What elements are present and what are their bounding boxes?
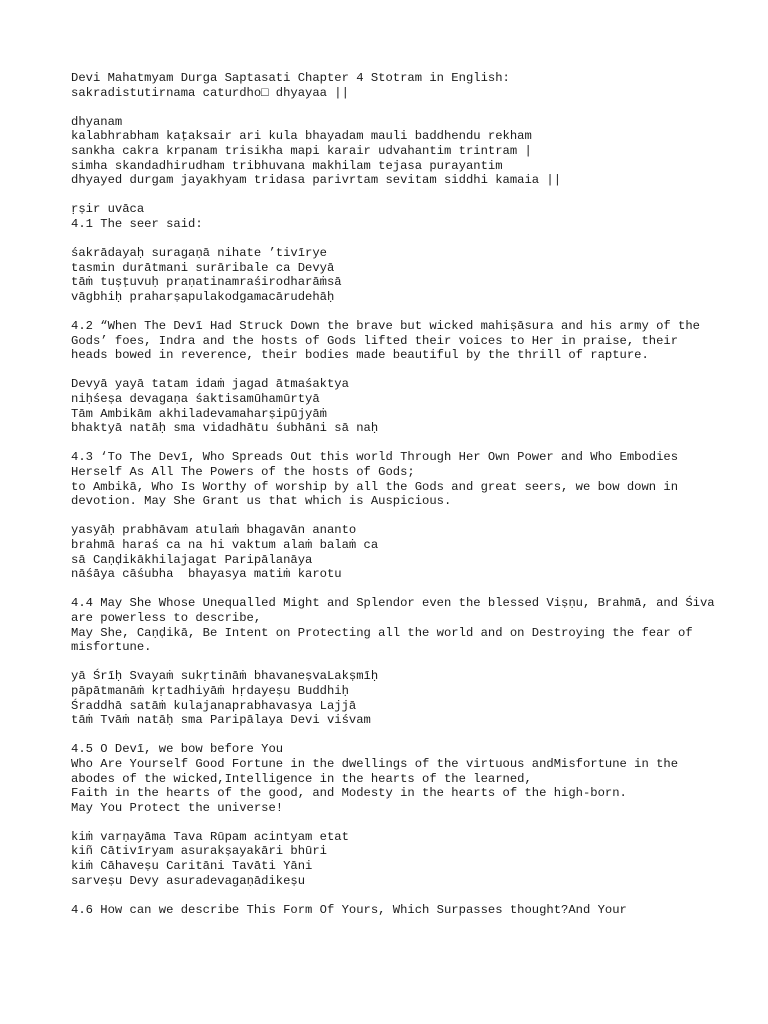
translation-paragraph: 4.3 ‘To The Devī, Who Spreads Out this world Through Her Own Power and Who Embodies Herself As All The Powers of the hosts of Gods; xyxy=(71,450,686,480)
seer-heading-block xyxy=(71,202,721,231)
translation-paragraph: to Ambikā, Who Is Worthy of worship by all the Gods and great seers, we bow down in devotion. May She Grant us that which is Auspicious. xyxy=(71,479,686,509)
verse-line: bhaktyā natāḥ sma vidadhātu śubhāni sā naḥ xyxy=(71,421,379,436)
translation-line: 4.1 The seer said: xyxy=(71,216,203,231)
verse-line: tāṁ Tvāṁ natāḥ sma Paripālaya Devi viśvam xyxy=(71,713,371,728)
verse-line: tāṁ tuṣṭuvuḥ praṇatinamraśirodharāṁsā xyxy=(71,275,342,290)
verse-line: kiṁ varṇayāma Tava Rūpam acintyam etat xyxy=(71,829,349,844)
verse-line: sā Caṇḍikākhilajagat Paripālanāya xyxy=(71,552,313,567)
translation-paragraph: Who Are Yourself Good Fortune in the dwellings of the virtuous andMisfortune in the abodes of the wicked,Intelligence in the hearts of the learned, xyxy=(71,756,686,786)
verse-line: brahmā haraś ca na hi vaktum alaṁ balaṁ ca xyxy=(71,538,379,552)
verse-heading: ṛṣir uvāca xyxy=(71,202,145,217)
document-body xyxy=(71,71,721,932)
translation-paragraph: May You Protect the universe! xyxy=(71,800,284,815)
translation-4-5 xyxy=(71,742,721,815)
verse-line: simha skandadhirudham tribhuvana makhilam tejasa purayantim xyxy=(71,158,503,173)
verse-line: kiñ Cātivīryam asurakṣayakāri bhūri xyxy=(71,844,327,859)
verse-line: dhyayed durgam jayakhyam tridasa parivrtam sevitam siddhi kamaia || xyxy=(71,173,562,188)
translation-4-2 xyxy=(71,319,721,363)
verse-line: kalabhrabham kaṭaksair ari kula bhayadam mauli baddhendu rekham xyxy=(71,129,532,144)
sanskrit-verse-4-4 xyxy=(71,523,721,581)
translation-4-6 xyxy=(71,903,721,918)
verse-line: śakrādayaḥ suragaṇā nihate ’tivīrye xyxy=(71,246,327,261)
verse-line: tasmin durātmani surāribale ca Devyā xyxy=(71,260,335,275)
document-title: Devi Mahatmyam Durga Saptasati Chapter 4 Stotram in English: xyxy=(71,71,510,85)
translation-paragraph: May She, Caṇḍikā, Be Intent on Protecting all the world and on Destroying the fear of misfortune. xyxy=(71,625,700,655)
verse-line: pāpātmanāṁ kṛtadhiyāṁ hṛdayeṣu Buddhiḥ xyxy=(71,683,349,698)
translation-4-3 xyxy=(71,450,721,508)
verse-line: sankha cakra krpanam trisikha mapi karair udvahantim trintram | xyxy=(71,143,532,158)
title-block xyxy=(71,71,721,100)
translation-paragraph: 4.2 “When The Devī Had Struck Down the brave but wicked mahiṣāsura and his army of the Gods’ foes, Indra and the hosts of Gods lifted their voices to Her in praise, their heads bowed in reverence, their bodies made beautiful by the thrill of rapture. xyxy=(71,319,708,363)
verse-line: niḥśeṣa devagaṇa śaktisamūhamūrtyā xyxy=(71,392,320,407)
verse-line: Śraddhā satāṁ kulajanaprabhavasya Lajjā xyxy=(71,698,357,713)
verse-line: yasyāḥ prabhāvam atulaṁ bhagavān ananto xyxy=(71,523,357,538)
verse-line: Devyā yayā tatam idaṁ jagad ātmaśaktya xyxy=(71,377,349,392)
sanskrit-verse-4-3 xyxy=(71,377,721,435)
sanskrit-verse-4-2 xyxy=(71,246,721,304)
verse-line: Tām Ambikām akhiladevamaharṣipūjyāṁ xyxy=(71,406,327,421)
verse-line: vāgbhiḥ praharṣapulakodgamacārudehāḥ xyxy=(71,289,335,304)
document-subtitle: sakradistutirnama caturdho□ dhyayaa || xyxy=(71,85,349,100)
translation-paragraph: 4.6 How can we describe This Form Of Yours, Which Surpasses thought?And Your xyxy=(71,902,627,917)
translation-paragraph: 4.4 May She Whose Unequalled Might and Splendor even the blessed Viṣṇu, Brahmā, and Śiva are powerless to describe, xyxy=(71,596,722,625)
sanskrit-verse-4-5 xyxy=(71,669,721,727)
verse-line: kiṁ Cāhaveṣu Caritāni Tavāti Yāni xyxy=(71,859,313,874)
verse-line: sarveṣu Devy asuradevagaṇādikeṣu xyxy=(71,873,306,888)
verse-heading: dhyanam xyxy=(71,114,123,129)
translation-paragraph: Faith in the hearts of the good, and Modesty in the hearts of the high-born. xyxy=(71,786,627,801)
verse-line: yā Śrīḥ Svayaṁ sukṛtināṁ bhavaneṣvaLakṣmīḥ xyxy=(71,669,379,684)
sanskrit-verse-4-6 xyxy=(71,830,721,888)
verse-line: nāśāya cāśubha bhayasya matiṁ karotu xyxy=(71,567,342,582)
translation-4-4 xyxy=(71,596,721,654)
translation-paragraph: 4.5 O Devī, we bow before You xyxy=(71,742,284,757)
dhyanam-verse xyxy=(71,115,721,188)
